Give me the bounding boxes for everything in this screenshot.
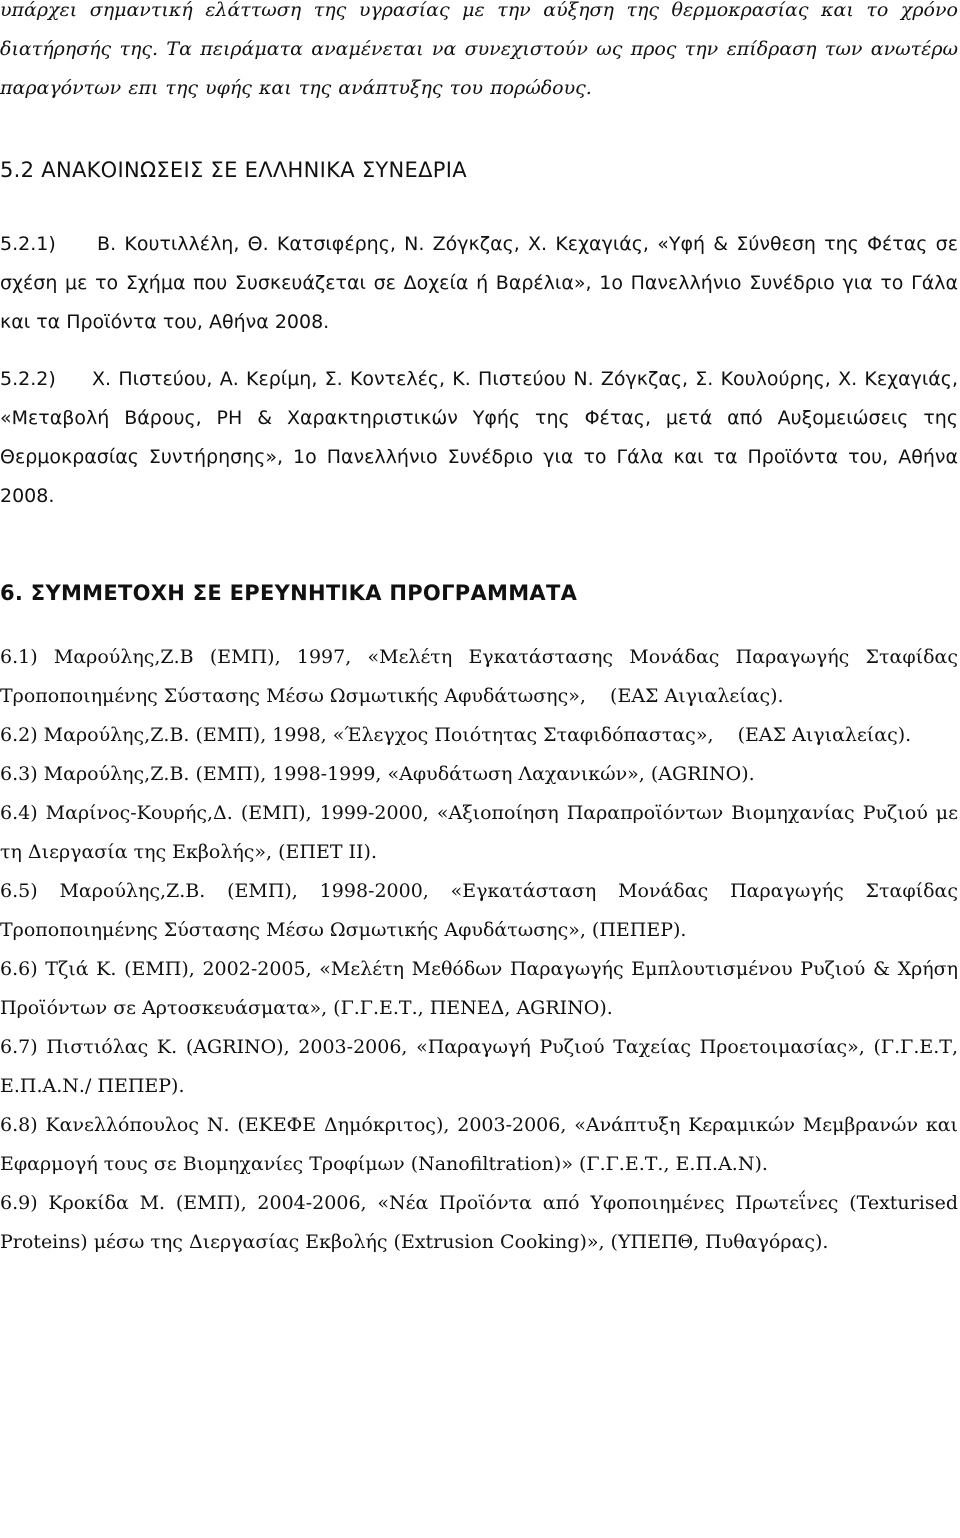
project-item-6-6: 6.6) Τζιά Κ. (ΕΜΠ), 2002-2005, «Μελέτη Μεθόδων Παραγωγής Εμπλουτισμένου Ρυζιού & Χρήση Προϊόντων σε Αρτοσκευάσματα», (Γ.Γ.Ε.Τ., ΠΕΝΕΔ, AGRINO). (0, 958, 958, 1019)
project-item-6-4: 6.4) Μαρίνος-Κουρής,Δ. (ΕΜΠ), 1999-2000, «Αξιοποίηση Παραπροϊόντων Βιομηχανίας Ρυζιού με τη Διεργασία της Εκβολής», (ΕΠΕΤ ΙΙ). (0, 802, 958, 863)
section-6-heading: 6. ΣΥΜΜΕΤΟΧΗ ΣΕ ΕΡΕΥΝΗΤΙΚΑ ΠΡΟΓΡΑΜΜΑΤΑ (0, 581, 578, 605)
project-item-6-7: 6.7) Πιστιόλας Κ. (AGRINO), 2003-2006, «Παραγωγή Ρυζιού Ταχείας Προετοιμασίας», (Γ.Γ.Ε.Τ, Ε.Π.Α.Ν./ ΠΕΠΕΡ). (0, 1036, 958, 1097)
project-item-6-8: 6.8) Κανελλόπουλος Ν. (ΕΚΕΦΕ Δημόκριτος), 2003-2006, «Ανάπτυξη Κεραμικών Μεμβρανών και Εφαρμογή τους σε Βιομηχανίες Τροφίμων (Nanofiltration)» (Γ.Γ.Ε.Τ., Ε.Π.Α.Ν). (0, 1114, 958, 1175)
project-item-6-2: 6.2) Μαρούλης,Ζ.Β. (ΕΜΠ), 1998, «Έλεγχος Ποιότητας Σταφιδόπαστας», (ΕΑΣ Αιγιαλείας). (0, 724, 912, 746)
section-5-2-heading: 5.2 ΑΝΑΚΟΙΝΩΣΕΙΣ ΣΕ ΕΛΛΗΝΙΚΑ ΣΥΝΕΔΡΙΑ (0, 158, 467, 182)
project-item-6-1: 6.1) Μαρούλης,Ζ.Β (ΕΜΠ), 1997, «Μελέτη Εγκατάστασης Μονάδας Παραγωγής Σταφίδας Τροποποιημένης Σύστασης Μέσω Ωσμωτικής Αφυδάτωσης», (ΕΑΣ Αιγιαλείας). (0, 646, 958, 707)
conference-item-2: 5.2.2) Χ. Πιστεύου, Α. Κερίμη, Σ. Κοντελές, Κ. Πιστεύου Ν. Ζόγκζας, Σ. Κουλούρης, Χ. Κεχαγιάς, «Μεταβολή Βάρους, PH & Χαρακτηριστικών Υφής της Φέτας, μετά από Αυξομειώσεις της Θερμοκρασίας Συντήρησης», 1ο Πανελλήνιο Συνέδριο για το Γάλα και τα Προϊόντα του, Αθήνα 2008. (0, 368, 958, 507)
project-item-6-3: 6.3) Μαρούλης,Ζ.Β. (ΕΜΠ), 1998-1999, «Αφυδάτωση Λαχανικών», (AGRINO). (0, 763, 755, 785)
project-item-6-9: 6.9) Κροκίδα Μ. (ΕΜΠ), 2004-2006, «Νέα Προϊόντα από Υφοποιημένες Πρωτεΐνες (Texturised Proteins) μέσω της Διεργασίας Εκβολής (Extrusion Cooking)», (ΥΠΕΠΘ, Πυθαγόρας). (0, 1192, 958, 1253)
intro-paragraph: υπάρχει σημαντική ελάττωση της υγρασίας με την αύξηση της θερμοκρασίας και το χρόνο διατήρησής της. Τα πειράματα αναμένεται να συνεχιστούν ως προς την επίδραση των ανωτέρω παραγόντων επι της υφής και της ανάπτυξης του πορώδους. (0, 0, 958, 99)
project-item-6-5: 6.5) Μαρούλης,Ζ.Β. (ΕΜΠ), 1998-2000, «Εγκατάσταση Μονάδας Παραγωγής Σταφίδας Τροποποιημένης Σύστασης Μέσω Ωσμωτικής Αφυδάτωσης», (ΠΕΠΕΡ). (0, 880, 958, 941)
conference-item-1: 5.2.1) Β. Κουτιλλέλη, Θ. Κατσιφέρης, Ν. Ζόγκζας, Χ. Κεχαγιάς, «Υφή & Σύνθεση της Φέτας σε σχέση με το Σχήμα που Συσκευάζεται σε Δοχεία ή Βαρέλια», 1ο Πανελλήνιο Συνέδριο για το Γάλα και τα Προϊόντα του, Αθήνα 2008. (0, 233, 958, 333)
